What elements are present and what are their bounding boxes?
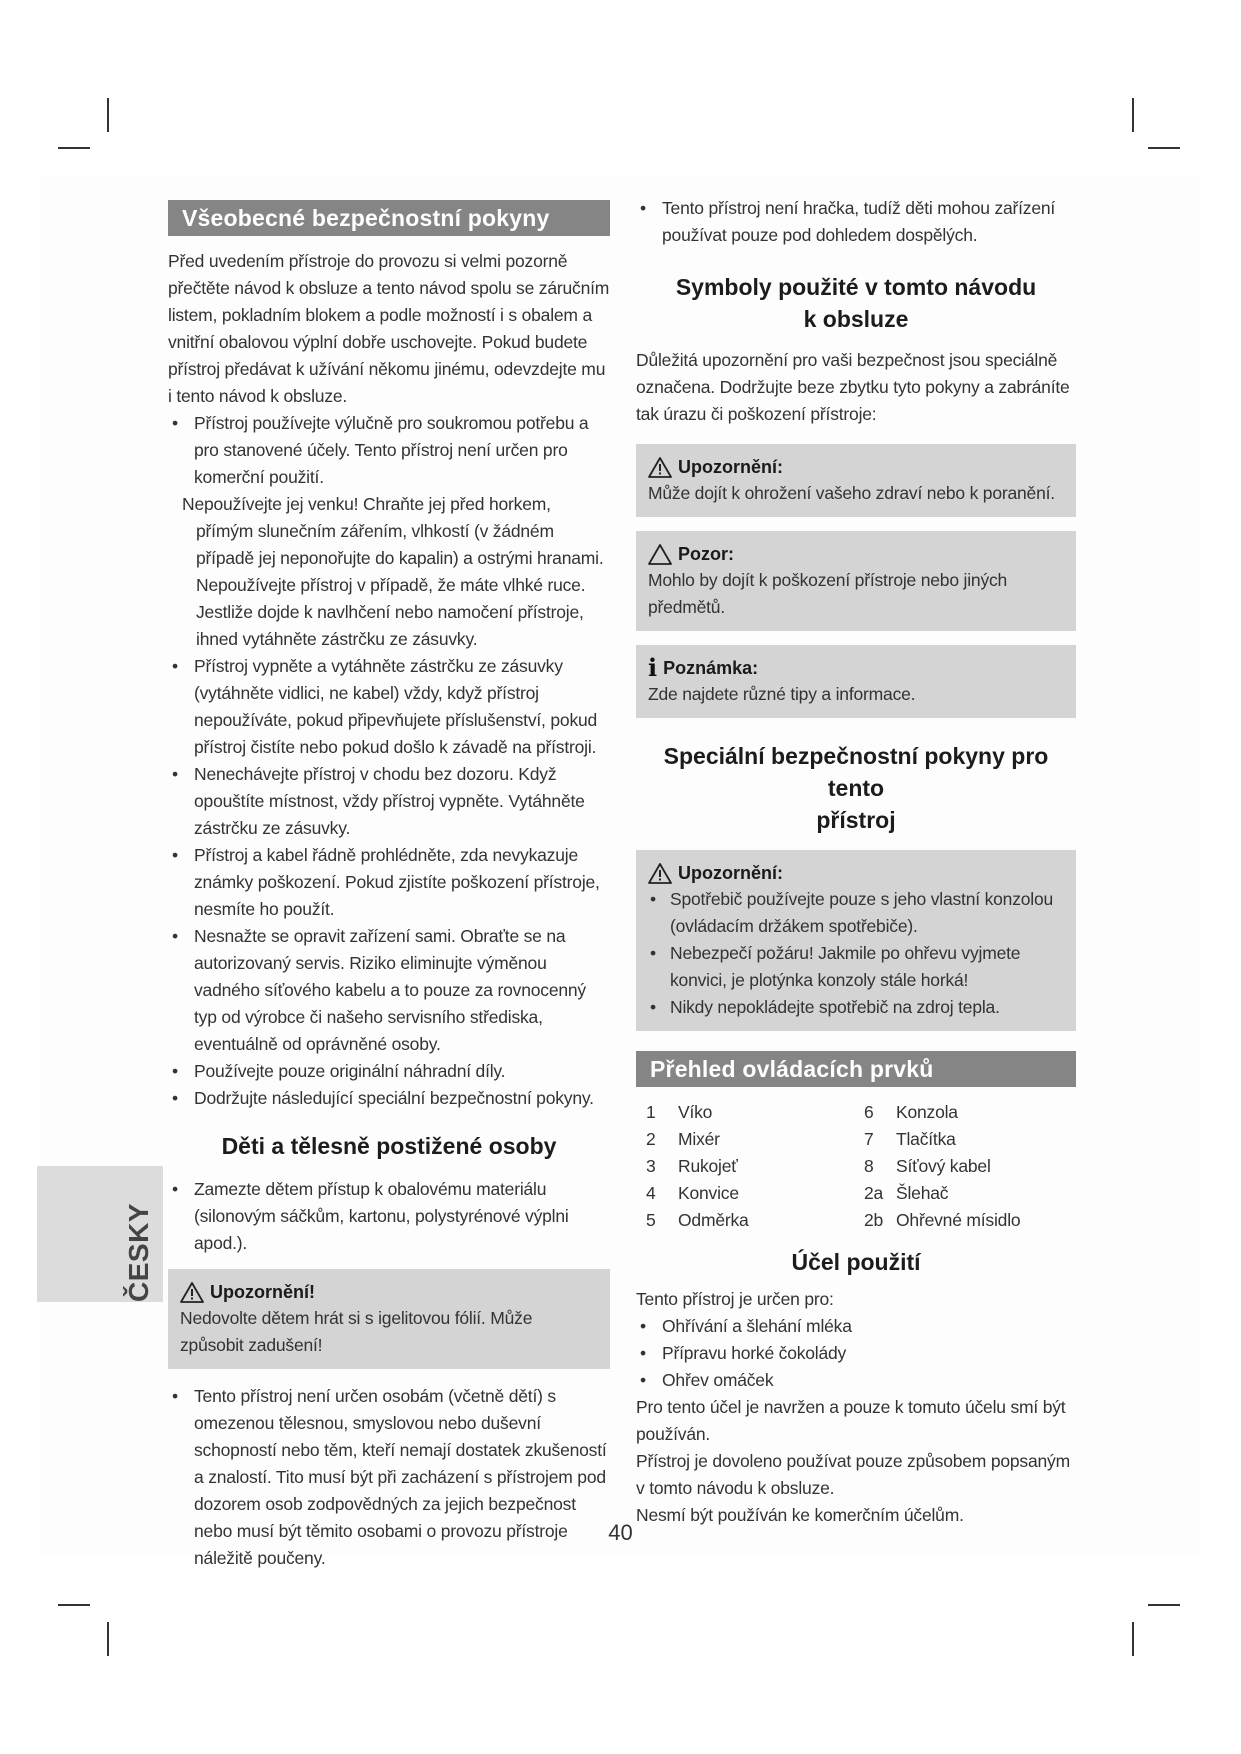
info-icon: i	[648, 653, 658, 682]
part-number: 5	[646, 1210, 656, 1230]
crop-mark	[107, 1622, 109, 1656]
special-heading-line2: přístroj	[816, 807, 896, 833]
language-tab	[37, 1166, 163, 1302]
list-item: • Zamezte dětem přístup k obalovému materiálu (silonovým sáčkům, kartonu, polystyrénové výplni apod.).	[168, 1176, 610, 1257]
crop-mark	[58, 147, 90, 149]
symbols-heading-line1: Symboly použité v tomto návodu	[675, 274, 1037, 300]
part-item	[646, 1099, 864, 1126]
children-warning-box	[168, 1269, 610, 1369]
use-bullets	[636, 1313, 1076, 1394]
list-item: • Spotřebič používejte pouze s jeho vlastní konzolou (ovládacím držákem spotřebiče).	[648, 886, 1064, 940]
part-name: Ohřevné mísidlo	[896, 1210, 1021, 1230]
use-intro: Tento přístroj je určen pro:	[636, 1289, 834, 1309]
crop-mark	[1148, 1604, 1180, 1606]
list-item: • Používejte pouze originální náhradní díly.	[168, 1058, 610, 1085]
warning-title-row	[180, 1279, 598, 1305]
part-item	[864, 1180, 1064, 1207]
part-number: 1	[646, 1102, 656, 1122]
warning-text: Může dojít k ohrožení vašeho zdraví nebo k poranění.	[648, 483, 1055, 503]
list-item: • Přístroj a kabel řádně prohlédněte, zda nevykazuje známky poškození. Pokud zjistíte poškození přístroje, nesmíte ho použít.	[168, 842, 610, 923]
list-item: • Dodržujte následující speciální bezpečnostní pokyny.	[168, 1085, 610, 1112]
part-item	[646, 1180, 864, 1207]
part-name: Šlehač	[896, 1183, 949, 1203]
page-number: 40	[608, 1520, 633, 1545]
safety-bullets-2	[168, 653, 610, 1112]
part-number: 3	[646, 1156, 656, 1176]
language-label: ČESKY	[123, 1203, 154, 1302]
general-safety-heading: Všeobecné bezpečnostní pokyny	[168, 200, 610, 236]
list-item: • Tento přístroj není určen osobám (včetně dětí) s omezenou tělesnou, smyslovou nebo duševní schopností nebo těm, kteří nemají dostatek zkušeností a znalostí. Tito musí být při zacházení s přístrojem pod dozorem osob zodpovědných za jejich bezpečnost nebo musí být těmito osobami o provozu přístroje náležitě poučeny.	[168, 1383, 610, 1572]
symbols-heading-line2: k obsluze	[803, 306, 909, 332]
children-heading: Děti a tělesně postižené osoby	[221, 1133, 557, 1159]
part-item	[864, 1099, 1064, 1126]
symbol-note-box	[636, 645, 1076, 718]
part-item	[864, 1153, 1064, 1180]
warning-title-row	[648, 454, 1064, 480]
part-number: 6	[864, 1102, 874, 1122]
intro-paragraph: Před uvedením přístroje do provozu si velmi pozorně přečtěte návod k obsluze a tento návod spolu se záručním listem, pokladním blokem a podle možností i s obalem a vnitřní obalovou výplní dobře uschovejte. Pokud budete přístroj předávat k užívání někomu jinému, odevzdejte mu i tento návod k obsluze.	[168, 251, 610, 406]
list-item: • Přístroj vypněte a vytáhněte zástrčku ze zásuvky (vytáhněte vidlici, ne kabel) vždy, když přístroj nepoužíváte, pokud připevňujete příslušenství, pokud přístroj čistíte nebo pokud došlo k závadě na přístroji.	[168, 653, 610, 761]
warning-text: Nedovolte dětem hrát si s igelitovou fólií. Může způsobit zadušení!	[180, 1308, 533, 1355]
list-item: • Ohřívání a šlehání mléka	[636, 1313, 1076, 1340]
crop-mark	[107, 98, 109, 132]
list-item: • Nebezpečí požáru! Jakmile po ohřevu vyjmete konvici, je plotýnka konzoly stále horká!	[648, 940, 1064, 994]
crop-mark	[1132, 98, 1134, 132]
caution-title: Pozor:	[678, 544, 734, 564]
part-item	[646, 1207, 864, 1234]
warning-triangle-icon	[648, 456, 672, 478]
right-column	[636, 195, 1076, 1529]
warning-triangle-icon	[180, 1281, 204, 1303]
part-item	[864, 1126, 1064, 1153]
part-number: 7	[864, 1129, 874, 1149]
outdoor-paragraph: Nepoužívejte jej venku! Chraňte jej před horkem, přímým slunečním zářením, vlhkostí (v žádném případě jej neponořujte do kapalin) a ostrými hranami. Nepoužívejte přístroj v případě, že máte vlhké ruce. Jestliže dojde k navlhčení nebo namočení přístroje, ihned vytáhněte zástrčku ze zásuvky.	[182, 494, 604, 649]
use-heading: Účel použití	[791, 1249, 921, 1275]
warning-title: Upozornění:	[678, 457, 783, 477]
crop-mark	[1148, 147, 1180, 149]
note-text: Zde najdete různé tipy a informace.	[648, 684, 916, 704]
special-warning-box	[636, 850, 1076, 1031]
list-item: • Nenechávejte přístroj v chodu bez dozoru. Když opouštíte místnost, vždy přístroj vypněte. Vytáhněte zástrčku ze zásuvky.	[168, 761, 610, 842]
part-name: Rukojeť	[678, 1156, 738, 1176]
warning-title-row	[648, 860, 1064, 886]
list-item: • Nesnažte se opravit zařízení sami. Obraťte se na autorizovaný servis. Riziko eliminujte výměnou vadného síťového kabelu a to pouze za rovnocenný typ od výrobce či našeho servisního střediska, eventuálně od oprávněné osoby.	[168, 923, 610, 1058]
left-column	[168, 200, 610, 1572]
list-item: • Tento přístroj není hračka, tudíž děti mohou zařízení používat pouze pod dohledem dospělých.	[636, 195, 1076, 249]
safety-bullets-1	[168, 410, 610, 491]
crop-mark	[1132, 1622, 1134, 1656]
toy-bullets	[636, 195, 1076, 249]
warning-title: Upozornění!	[210, 1282, 315, 1302]
warning-triangle-icon	[648, 862, 672, 884]
warning-title: Upozornění:	[678, 863, 783, 883]
part-name: Odměrka	[678, 1210, 749, 1230]
part-item	[864, 1207, 1064, 1234]
note-title-row	[648, 655, 1064, 681]
list-item: • Přístroj používejte výlučně pro soukromou potřebu a pro stanovené účely. Tento přístroj není určen pro komerční použití.	[168, 410, 610, 491]
part-name: Mixér	[678, 1129, 720, 1149]
part-name: Víko	[678, 1102, 713, 1122]
note-title: Poznámka:	[663, 658, 759, 678]
part-number: 2	[646, 1129, 656, 1149]
list-item: • Ohřev omáček	[636, 1367, 1076, 1394]
caution-title-row	[648, 541, 1064, 567]
parts-list	[646, 1099, 1076, 1234]
special-bullets	[648, 886, 1064, 1021]
part-number: 8	[864, 1156, 874, 1176]
part-name: Tlačítka	[896, 1129, 956, 1149]
special-heading-line1: Speciální bezpečnostní pokyny pro tento	[663, 743, 1049, 801]
list-item: • Nikdy nepokládejte spotřebič na zdroj tepla.	[648, 994, 1064, 1021]
part-name: Síťový kabel	[896, 1156, 991, 1176]
part-number: 4	[646, 1183, 656, 1203]
part-name: Konzola	[896, 1102, 958, 1122]
symbol-caution-box	[636, 531, 1076, 631]
symbol-warning-box	[636, 444, 1076, 517]
special-safety-heading	[636, 740, 1076, 836]
part-name: Konvice	[678, 1183, 739, 1203]
part-number: 2b	[864, 1210, 884, 1230]
list-item: • Přípravu horké čokolády	[636, 1340, 1076, 1367]
caution-triangle-icon	[648, 543, 672, 565]
crop-mark	[58, 1604, 90, 1606]
use-paragraph-1: Pro tento účel je navržen a pouze k tomuto účelu smí být používán.	[636, 1397, 1066, 1444]
children-bullets	[168, 1176, 610, 1257]
use-paragraph-3: Nesmí být používán ke komerčním účelům.	[636, 1505, 964, 1525]
use-paragraph-2: Přístroj je dovoleno používat pouze způsobem popsaným v tomto návodu k obsluze.	[636, 1451, 1070, 1498]
part-item	[646, 1153, 864, 1180]
symbols-heading	[636, 271, 1076, 335]
part-item	[646, 1126, 864, 1153]
part-number: 2a	[864, 1183, 884, 1203]
controls-heading: Přehled ovládacích prvků	[636, 1051, 1076, 1087]
caution-text: Mohlo by dojít k poškození přístroje nebo jiných předmětů.	[648, 570, 1008, 617]
symbols-intro: Důležitá upozornění pro vaši bezpečnost jsou speciálně označena. Dodržujte beze zbytku tyto pokyny a zabráníte tak úrazu či poškození přístroje:	[636, 350, 1070, 424]
